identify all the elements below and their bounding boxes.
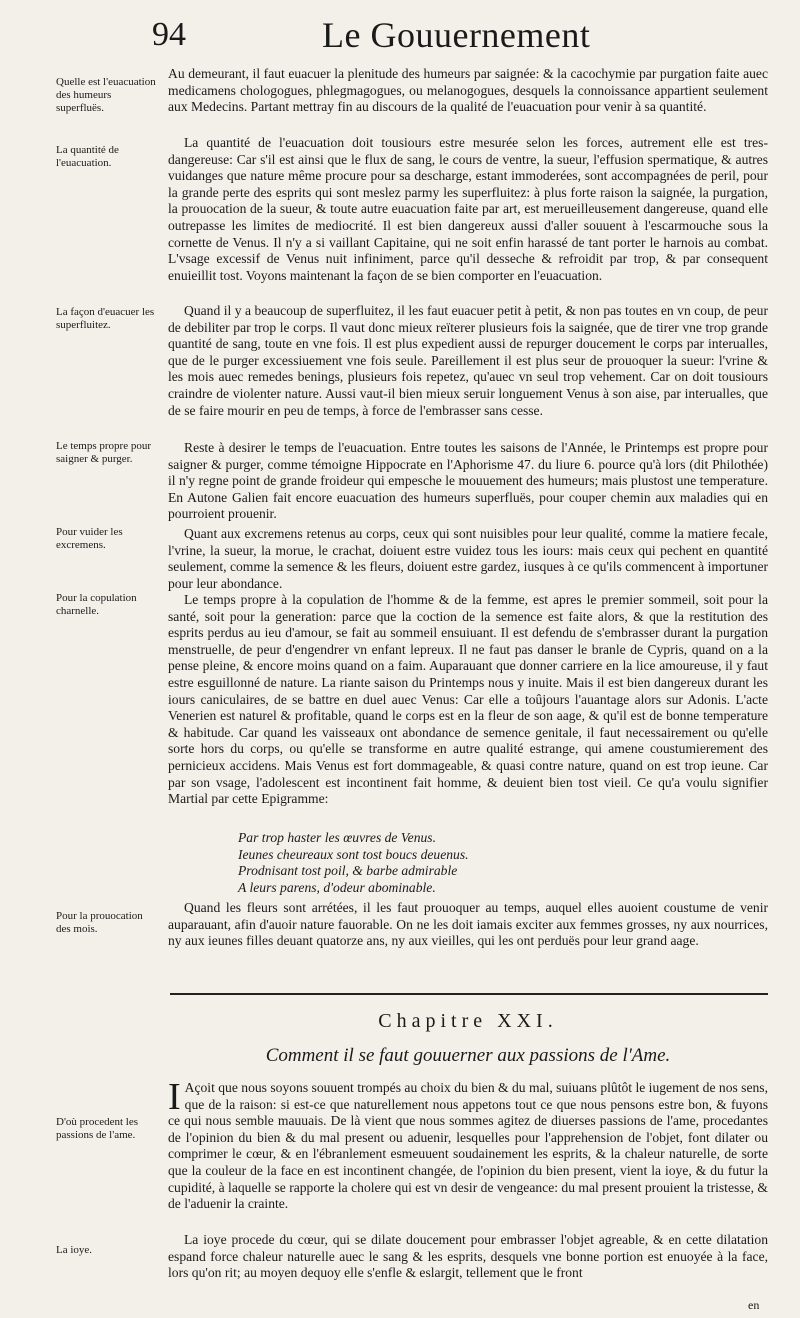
section-divider [170,993,768,995]
margin-note: La quantité de l'euacuation. [56,144,119,169]
margin-note: Pour vuider les excremens. [56,526,123,551]
paragraph: Au demeurant, il faut euacuer la plenitude des humeurs par saignée: & la cacochymie par purgation faite auec medicamens chologogues, phlegmagogues, ou melanogogues, desquels la connoissance appartient seulement aux Medecins. Partant mettray fin au discours de la qualité de l'euacuation pour venir à sa quantité. [168,66,768,115]
chapter-title: Comment il se faut gouuerner aux passions de l'Ame. [265,1045,671,1066]
margin-note: Le temps propre pour saigner & purger. [56,440,151,465]
epigram-line: A leurs parens, d'odeur abominable. [238,879,436,895]
running-title: Le Gouuernement [322,15,591,55]
epigram-line: Prodnisant tost poil, & barbe admirable [238,863,458,879]
margin-note: La façon d'euacuer les superfluitez. [56,306,155,331]
page-header [0,14,800,64]
margin-note: La ioye. [56,1244,93,1256]
margin-note: Pour la copulation charnelle. [56,592,137,617]
chapter-paragraph: La ioye procede du cœur, qui se dilate doucement pour embrasser l'objet agreable, & en cette dilatation espand force chaleur naturelle auec le sang & les esprits, desquels vne bonne portion est enuoyée à la face, lors qu'on rit; au moyen dequoy elle s'enfle & eslargit, tellement que le front [168,1232,768,1281]
paragraph: Quand les fleurs sont arrétées, il les faut prouoquer au temps, auquel elles auoient coustume de venir auparauant, afin d'auoir nature fauorable. On ne les doit iamais exciter aux femmes grosses, ny aux nourrices, ny aux ieunes filles deuant quatorze ans, ny aux vieilles, qui les ont perduës pour leur grand aage. [168,900,768,949]
margin-note: Pour la prouocation des mois. [56,910,143,935]
epigram-line: Ieunes cheureaux sont tost boucs deuenus. [238,846,469,862]
margin-note: Quelle est l'euacuation des humeurs superfluës. [56,76,156,114]
paragraph: Reste à desirer le temps de l'euacuation. Entre toutes les saisons de l'Année, le Printemps est propre pour saigner & purger, comme témoigne Hippocrate en l'Aphorisme 47. du liure 6. pource qu'à lors (dit Philothée) il n'y regne point de grande froideur qui empesche le mouuement des humeurs; mais plustost une temperature. En Autone Galien fait encore euacuation des humeurs superfluës, pour couper chemin aux maladies qui en pourroient prouenir. [168,440,768,522]
page-number: 94 [152,16,186,53]
chapter-heading: Chapitre XXI. [378,1010,558,1032]
margin-note: D'où procedent les passions de l'ame. [56,1116,139,1141]
chapter-paragraph-text: Açoit que nous soyons souuent trompés au choix du bien & du mal, suiuans plûtôt le iugement de nos sens, que de la raison: si est-ce que naturellement nous appetons tout ce que nous pensons estre bon, & fuyons ce qui nous semble mauuais. De là vient que nous sommes agitez de diuerses passions de l'ame, procedantes de l'opinion du bien & du mal present ou aduenir, lesquelles pour l'apprehension de l'objet, font dilater ou comprimer le cœur, & en l'ébranlement esmeuuent soudainement les esprits, & la chaleur naturelle, de sorte que la couleur de la face en est incontinent changée, de l'opinion du bien present, vient la ioye, & du futur la cupidité, à laquelle se rapporte la cholere qui est vn desir de vengeance: du mal present prouient la tristesse, & de l'aduenir la crainte. [168,1080,768,1212]
epigram-line: Par trop haster les œuvres de Venus. [238,830,436,845]
epigram [238,830,638,896]
catchword: en [748,1298,760,1312]
paragraph: Quand il y a beaucoup de superfluitez, il les faut euacuer petit à petit, & non pas toutes en vn coup, de peur de debiliter par trop le corps. Il vaut donc mieux reïterer plusieurs fois la saignée, que de tirer vne trop grande quantité de sang, toute en vne fois. Il est plus expedient aussi de repurger doucement le corps par interualles, que de le purger excessiuement vne fois seule. Pareillement il est plus seur de prouoquer la sueur: l'vrine & les mois auec remedes benings, plusieurs fois repetez, qu'auec vn seul trop vehement. Car on doit tousiours craindre de violenter nature. Aussi vaut-il bien mieux seruir longuement Venus à son aise, par interualles, que de se faire mourir en peu de temps, à force de l'embrasser sans cesse. [168,303,768,418]
chapter-paragraph [168,1076,768,1213]
drop-cap: I [168,1076,181,1118]
paragraph: Le temps propre à la copulation de l'homme & de la femme, est apres le premier sommeil, soit pour la santé, soit pour la generation: parce que la coction de la semence est faite alors, & que la restitution des esprits perdus au ieu d'amour, se fait au sommeil ensuiuant. Il est defendu de s'embrasser durant la purgation menstruelle, de peur d'engendrer vn enfant lepreux. Il ne faut pas danser le branle de Cypris, quand on a la pense pleine, & encore moins quand on a faim. Auparauant que donner carriere en la lice amoureuse, il y faut estre esguillonné de nature. La riante saison du Printemps nous y inuite. Mais il est bien dangereux durant les iours caniculaires, de se battre en duel auec Venus: Car elle a toûjours l'auantage alors sur Adonis. L'acte Venerien est naturel & profitable, quand le corps est en la fleur de son aage, & qu'il est de bonne temperature & habitude. Car quand les vaisseaux ont abondance de semence genitale, il faut necessairement ou qu'elle sorte hors du corps, ou qu'elle se transforme en autre qualité estrange, qui amene coustumierement des pernicieux accidens. Mais Venus est fort dommageable, & quasi contre nature, quand on est trop ieune. Car par son vsage, l'adolescent est incontinent fait homme, & deuient bien tost vieil. Ce qu'a voulu signifier Martial par cette Epigramme: [168,592,768,807]
paragraph: Quant aux excremens retenus au corps, ceux qui sont nuisibles pour leur qualité, comme la matiere fecale, l'vrine, la sueur, la morue, le crachat, doiuent estre vuidez tous les iours: mais ceux qui pechent en quantité seulement, comme la semence & les fleurs, doiuent estre gardez, iusques à ce qu'ils commencent à importuner pour leur abondance. [168,526,768,591]
paragraph: La quantité de l'euacuation doit tousiours estre mesurée selon les forces, autrement elle est tres-dangereuse: Car s'il est ainsi que le flux de sang, le cours de ventre, la sueur, l'effusion spermatique, & autres vuidanges que nature même procure pour sa descharge, estant immoderées, sont accompagnées de peril, pour la grande perte des esprits qui sont meslez parmy les superfluitez: à plus forte raison la saignée, la purgation, la prouocation de la sueur, & toute autre euacuation faite par art, est merueilleusement dangereuse, quand elle outrepasse les limites de mediocrité. Il est bien dangereux aussi d'aller souuent à l'escarmouche sous la cornette de Venus. Il n'y a si vaillant Capitaine, qui ne soit enfin harassé de tant porter le harnois au combat. L'vsage excessif de Venus nuit infiniment, parce qu'il desseche & refroidit par trop, & par consequent enuieillit tost. Voyons maintenant la façon de se bien comporter en l'euacuation. [168,135,768,283]
